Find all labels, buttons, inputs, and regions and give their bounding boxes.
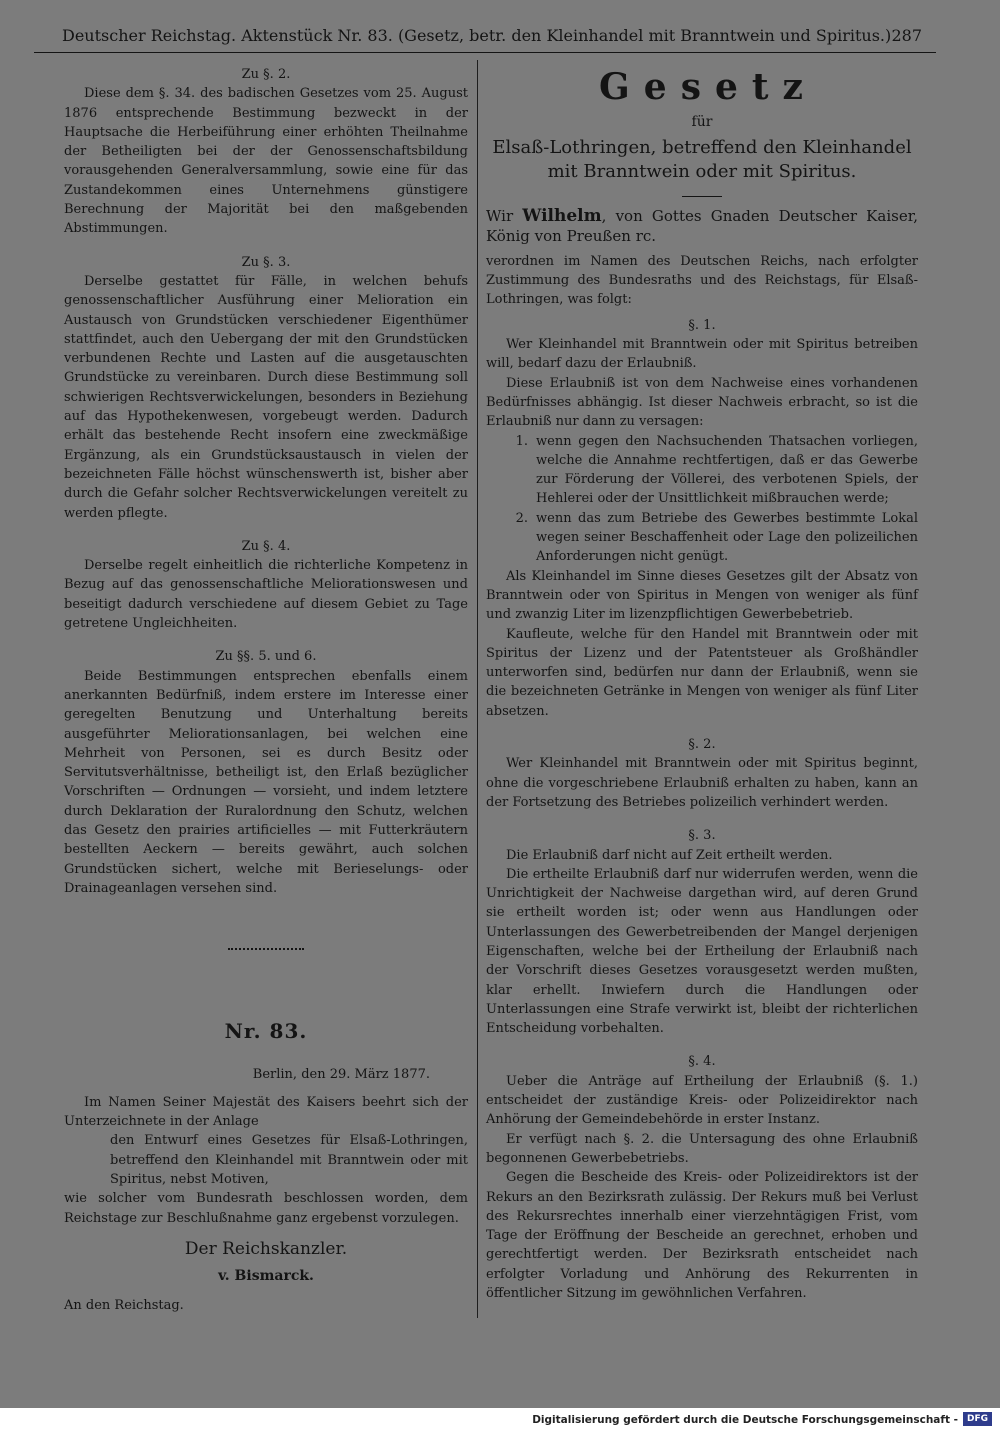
document-number: Nr. 83. xyxy=(224,1019,308,1044)
running-header xyxy=(62,22,922,50)
enacting-formula: Wir Wilhelm, von Gottes Gnaden Deutscher Kaiser, König von Preußen rc. xyxy=(486,206,918,245)
signature-name: v. Bismarck. xyxy=(218,1268,314,1285)
section-heading: §. 1. xyxy=(688,317,716,333)
page-number: 287 xyxy=(891,26,922,45)
paragraph: Die Erlaubniß darf nicht auf Zeit ertheilt werden. xyxy=(506,847,833,863)
funding-note: Digitalisierung gefördert durch die Deutsche Forschungsgemeinschaft - xyxy=(532,1414,958,1426)
paragraph: Ueber die Anträge auf Ertheilung der Erlaubniß (§. 1.) entscheidet der zuständige Kreis- oder Polizeidirektor nach Anhörung der Gemeindebehörde in erster Instanz. xyxy=(486,1073,918,1128)
short-rule xyxy=(682,196,722,197)
paragraph: Derselbe regelt einheitlich die richterliche Kompetenz in Bezug auf das genossenschaftliche Meliorationswesen und beseitigt dadurch verschiedene auf diesem Gebiet zu Tage getretene Ungleichheiten. xyxy=(64,558,468,632)
paragraph: Wer Kleinhandel mit Branntwein oder mit Spiritus betreiben will, bedarf dazu der Erlaubniß. xyxy=(486,337,918,372)
paragraph: Wer Kleinhandel mit Branntwein oder mit Spiritus beginnt, ohne die vorgeschriebene Erlaubniß erhalten zu haben, kann an der Fortsetzung des Betriebes polizeilich verhindert werden. xyxy=(486,756,918,810)
law-subtitle: Elsaß-Lothringen, betreffend den Kleinhandel mit Branntwein oder mit Spiritus. xyxy=(492,137,912,183)
emperor-name: Wilhelm xyxy=(522,206,602,227)
signature-title: Der Reichskanzler. xyxy=(184,1238,348,1259)
paragraph: Beide Bestimmungen entsprechen ebenfalls einem anerkannten Bedürfniß, indem erstere im Interesse einer geregelten Benutzung und Unterhaltung bereits ausgeführter Meliorationsanlagen, bei welchen eine Mehrheit von Personen, sei es durch Besitz oder Servitutsverhältnisse, betheiligt ist, den Erlaß bezüglicher Vorschriften — Ordnungen — vorsieht, und indem letztere durch Deklaration der Ruralordnung den Schutz, welchen das Gesetz den prairies artificielles — mit Futterkräutern bestellten Aeckern — bereits gewährt, auch solchen Grundstücken sichert, welche mit Berieselungs- oder Drainageanlagen versehen sind. xyxy=(64,668,468,896)
list-item: 1. wenn gegen den Nachsuchenden Thatsachen vorliegen, welche die Annahme rechtfertigen, daß er das Gewerbe zur Förderung der Völlerei, des verbotenen Spiels, der Hehlerei oder der Unsittlichkeit mißbrauchen werde; xyxy=(515,433,918,507)
addressee: An den Reichstag. xyxy=(64,1298,184,1314)
section-heading: Zu §. 2. xyxy=(241,67,291,82)
paragraph: Er verfügt nach §. 2. die Untersagung des ohne Erlaubniß begonnenen Gewerbebetriebs. xyxy=(486,1131,918,1166)
paragraph: Im Namen Seiner Majestät des Kaisers beehrt sich der Unterzeichnete in der Anlage xyxy=(64,1094,468,1130)
section-heading: §. 2. xyxy=(688,737,716,753)
paragraph: wie solcher vom Bundesrath beschlossen worden, dem Reichstage zur Beschlußnahme ganz ergebenst vorzulegen. xyxy=(64,1191,468,1226)
paragraph: Als Kleinhandel im Sinne dieses Gesetzes gilt der Absatz von Branntwein oder von Spiritus in Mengen von weniger als fünf und zwanzig Liter im lizenzpflichtigen Gewerbebetrieb. xyxy=(486,568,918,623)
section-heading: §. 4. xyxy=(688,1054,716,1070)
indented-paragraph: den Entwurf eines Gesetzes für Elsaß-Lothringen, betreffend den Kleinhandel mit Branntwein oder mit Spiritus, nebst Motiven, xyxy=(110,1133,468,1187)
left-column xyxy=(64,65,468,1316)
section-heading: §. 3. xyxy=(688,828,716,844)
footer-bar xyxy=(0,1408,1000,1432)
dateline: Berlin, den 29. März 1877. xyxy=(252,1067,430,1083)
paragraph: Diese dem §. 34. des badischen Gesetzes vom 25. August 1876 entsprechende Bestimmung bezweckt in der Hauptsache die Herbeiführung einer erhöhten Theilnahme der Betheiligten bei der der Genossenschaftsbildung vorausgehenden Generalversammlung, sowie eine für das Zustandekommen eines Unternehmens günstigere Berechnung der Majorität bei den maßgebenden Abstimmungen. xyxy=(64,86,468,237)
paragraph: Kaufleute, welche für den Handel mit Branntwein oder mit Spiritus der Lizenz und der Patentsteuer als Großhändler unterworfen sind, bedürfen nur dann der Erlaubniß, wenn sie die bezeichneten Getränke in Mengen von weniger als fünf Liter absetzen. xyxy=(486,626,918,719)
right-column xyxy=(486,65,918,1303)
section-heading: Zu §. 4. xyxy=(241,538,291,554)
column-divider xyxy=(477,60,478,1318)
section-heading: Zu §§. 5. und 6. xyxy=(215,649,317,665)
paragraph: Gegen die Bescheide des Kreis- oder Polizeidirektors ist der Rekurs an den Bezirksrath zulässig. Der Rekurs muß bei Verlust des Rekursrechtes innerhalb einer vierzehntägigen Frist, vom Tage der Eröffnung der Bescheide an gerechnet, erhoben und gerechtfertigt werden. Der Bezirksrath entscheidet nach erfolgter Vorladung und Anhörung des Rekurrenten in öffentlicher Sitzung im gewöhnlichen Verfahren. xyxy=(486,1170,918,1302)
paragraph: Derselbe gestattet für Fälle, in welchen behufs genossenschaftlicher Ausführung einer Melioration ein Austausch von Grundstücken verschiedener Eigenthümer stattfindet, auch den Uebergang der mit den Grundstücken verbundenen Rechte und Lasten auf die ausgetauschten Grundstücke zu vereinbaren. Durch diese Bestimmung soll schwierigen Rechtsverwickelungen, besonders in Beziehung auf das Hypothekenwesen, vorgebeugt werden. Dadurch erhält das bestehende Recht insofern eine zweckmäßige Ergänzung, als ein Grundstücksaustausch in vielen der bezeichneten Fälle höchst wünschenswerth ist, bisher aber durch die Gefahr solcher Rechtsverwickelungen vereitelt zu werden pflegte. xyxy=(64,273,468,521)
paragraph: Diese Erlaubniß ist von dem Nachweise eines vorhandenen Bedürfnisses abhängig. Ist dieser Nachweis erbracht, so ist die Erlaubniß nur dann zu versagen: xyxy=(486,375,918,430)
dfg-logo: DFG xyxy=(963,1412,992,1426)
paragraph: verordnen im Namen des Deutschen Reichs, nach erfolgter Zustimmung des Bundesraths und des Reichstags, für Elsaß-Lothringen, was folgt: xyxy=(486,253,918,308)
header-rule xyxy=(34,52,936,53)
law-for: für xyxy=(691,114,713,130)
header-title: Deutscher Reichstag. Aktenstück Nr. 83. (Gesetz, betr. den Kleinhandel mit Branntwein und Spiritus.) xyxy=(62,26,892,45)
list-item: 2. wenn das zum Betriebe des Gewerbes bestimmte Lokal wegen seiner Beschaffenheit oder Lage den polizeilichen Anforderungen nicht genügt. xyxy=(515,510,918,565)
law-title: Gesetz xyxy=(599,66,817,108)
section-heading: Zu §. 3. xyxy=(241,254,291,270)
paragraph: Die ertheilte Erlaubniß darf nur widerrufen werden, wenn die Unrichtigkeit der Nachweise dargethan wird, auf deren Grund sie ertheilt worden ist; oder wenn aus Handlungen oder Unterlassungen des Gewerbetreibenden der Mangel derjenigen Eigenschaften, welche bei der Ertheilung der Erlaubniß nach der Vorschrift dieses Gesetzes vorausgesetzt werden mußten, klar erhellt. Inwiefern durch die Handlungen oder Unterlassungen eine Strafe verwirkt ist, bleibt der richterlichen Entscheidung vorbehalten. xyxy=(486,866,918,1037)
